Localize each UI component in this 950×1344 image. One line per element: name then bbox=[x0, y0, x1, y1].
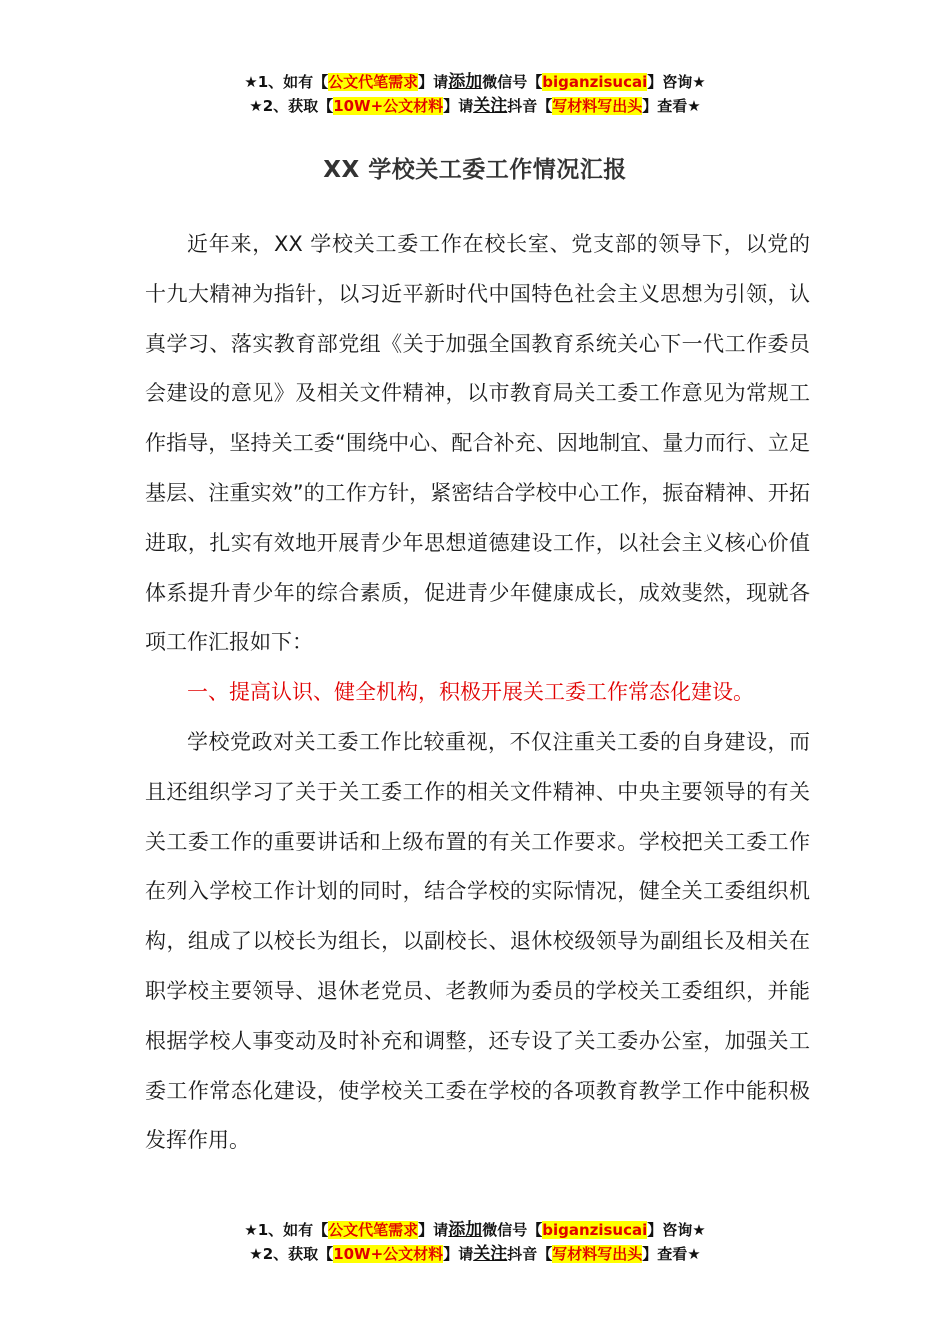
banner-emphasis: 关注 bbox=[473, 1244, 508, 1264]
document-title: XX 学校关工委工作情况汇报 bbox=[323, 157, 627, 183]
banner-text: 】查看★ bbox=[642, 1245, 701, 1263]
banner-text: ★1、如有【 bbox=[244, 73, 329, 91]
bottom-banner bbox=[0, 1218, 950, 1266]
banner-line-1 bbox=[0, 70, 950, 94]
banner-line-1 bbox=[0, 1218, 950, 1242]
banner-text: 】请 bbox=[418, 1221, 449, 1239]
banner-highlight: 写材料写出头 bbox=[552, 97, 643, 115]
section-heading: 一、提高认识、健全机构，积极开展关工委工作常态化建设。 bbox=[187, 680, 754, 705]
banner-line-2 bbox=[0, 94, 950, 118]
banner-text: ★1、如有【 bbox=[244, 1221, 329, 1239]
banner-highlight: biganzisucai bbox=[542, 1221, 648, 1239]
banner-text: 】查看★ bbox=[642, 97, 701, 115]
banner-text: 】请 bbox=[418, 73, 449, 91]
banner-text: 抖音【 bbox=[507, 97, 553, 115]
banner-emphasis: 添加 bbox=[448, 72, 483, 92]
banner-highlight: 公文代笔需求 bbox=[328, 73, 419, 91]
banner-text: ★2、获取【 bbox=[249, 1245, 334, 1263]
paragraph-intro: 近年来，XX 学校关工委工作在校长室、党支部的领导下，以党的十九大精神为指针，以习近平新时代中国特色社会主义思想为引领，认真学习、落实教育部党组《关于加强全国教育系统关心下一代工作委员会建设的意见》及相关文件精神，以市教育局关工委工作意见为常规工作指导，坚持关工委“围绕中心、配合补充、因地制宜、量力而行、立足基层、注重实效”的工作方针，紧密结合学校中心工作，振奋精神、开拓进取，扎实有效地开展青少年思想道德建设工作，以社会主义核心价值体系提升青少年的综合素质，促进青少年健康成长，成效斐然，现就各项工作汇报如下： bbox=[145, 232, 810, 655]
banner-highlight: 10W+公文材料 bbox=[333, 97, 444, 115]
paragraph-section-1: 学校党政对关工委工作比较重视，不仅注重关工委的自身建设，而且还组织学习了关于关工委工作的相关文件精神、中央主要领导的有关关工委工作的重要讲话和上级布置的有关工作要求。学校把关工委工作在列入学校工作计划的同时，结合学校的实际情况，健全关工委组织机构，组成了以校长为组长，以副校长、退休校级领导为副组长及相关在职学校主要领导、退休老党员、老教师为委员的学校关工委组织，并能根据学校人事变动及时补充和调整，还专设了关工委办公室，加强关工委工作常态化建设，使学校关工委在学校的各项教育教学工作中能积极发挥作用。 bbox=[145, 729, 810, 1153]
banner-emphasis: 添加 bbox=[448, 1220, 483, 1240]
banner-text: 】请 bbox=[443, 1245, 474, 1263]
banner-highlight: 10W+公文材料 bbox=[333, 1245, 444, 1263]
document-body bbox=[145, 220, 810, 1166]
banner-text: 】咨询★ bbox=[647, 73, 706, 91]
top-banner bbox=[0, 70, 950, 118]
banner-highlight: 写材料写出头 bbox=[552, 1245, 643, 1263]
banner-text: ★2、获取【 bbox=[249, 97, 334, 115]
banner-text: 抖音【 bbox=[507, 1245, 553, 1263]
banner-text: 】请 bbox=[443, 97, 474, 115]
banner-highlight: biganzisucai bbox=[542, 73, 648, 91]
banner-text: 】咨询★ bbox=[647, 1221, 706, 1239]
banner-text: 微信号【 bbox=[482, 73, 543, 91]
banner-text: 微信号【 bbox=[482, 1221, 543, 1239]
banner-highlight: 公文代笔需求 bbox=[328, 1221, 419, 1239]
banner-emphasis: 关注 bbox=[473, 96, 508, 116]
banner-line-2 bbox=[0, 1242, 950, 1266]
